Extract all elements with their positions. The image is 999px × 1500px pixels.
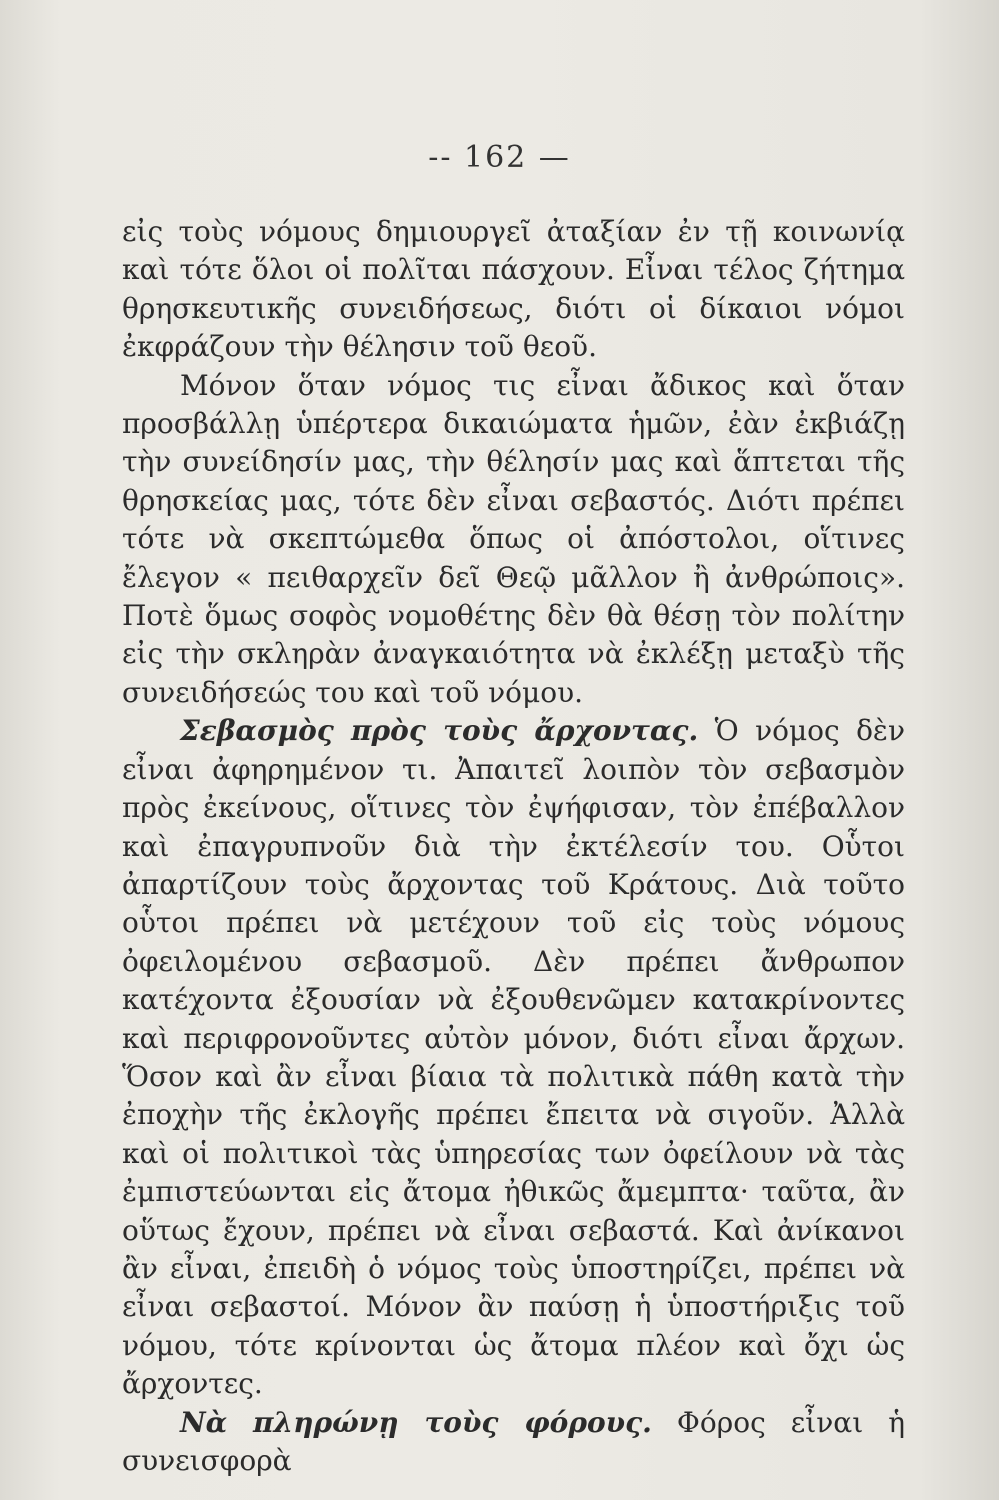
section-heading-respect-rulers: Σεβασμὸς πρὸς τοὺς ἄρχοντας. [180,714,699,748]
paragraph-3-text: Ὁ νόμος δὲν εἶναι ἀφηρημένον τι. Ἀπαιτεῖ λοιπὸν τὸν σεβασμὸν πρὸς ἐκείνους, οἵτινες τὸν ἐψήφισαν, τὸν ἐπέβαλλον καὶ ἐπαγρυπνοῦν διὰ τὴν ἐκτέλεσίν του. Οὗτοι ἀπαρτίζουν τοὺς ἄρχοντας τοῦ Κράτους. Διὰ τοῦτο οὗτοι πρέπει νὰ μετέχουν τοῦ εἰς τοὺς νόμους ὀφειλομένου σεβασμοῦ. Δὲν πρέπει ἄνθρωπον κατέχοντα ἐξουσίαν νὰ ἐξουθενῶμεν κατακρίνοντες καὶ περιφρονοῦντες αὐτὸν μόνον, διότι εἶναι ἄρχων. Ὅσον καὶ ἂν εἶναι βίαια τὰ πολιτικὰ πάθη κατὰ τὴν ἐποχὴν τῆς ἐκλογῆς πρέπει ἔπειτα νὰ σιγοῦν. Ἀλλὰ καὶ οἱ πολιτικοὶ τὰς ὑπηρεσίας των ὀφείλουν νὰ τὰς ἐμπιστεύωνται εἰς ἄτομα ἠθικῶς ἄμεμπτα· ταῦτα, ἂν οὕτως ἔχουν, πρέπει νὰ εἶναι σεβαστά. Καὶ ἀνίκανοι ἂν εἶναι, ἐπειδὴ ὁ νόμος τοὺς ὑποστηρίζει, πρέπει νὰ εἶναι σεβαστοί. Μόνον ἂν παύσῃ ἡ ὑποστήριξις τοῦ νόμου, τότε κρίνονται ὡς ἄτομα πλέον καὶ ὄχι ὡς ἄρχοντες. [122,714,905,1401]
paragraph-4 [122,1404,905,1481]
paragraph-2: Μόνον ὅταν νόμος τις εἶναι ἄδικος καὶ ὅταν προσβάλλῃ ὑπέρτερα δικαιώματα ἡμῶν, ἐὰν ἐκβιάζῃ τὴν συνείδησίν μας, τὴν θέλησίν μας καὶ ἅπτεται τῆς θρησκείας μας, τότε δὲν εἶναι σεβαστός. Διότι πρέπει τότε νὰ σκεπτώμεθα ὅπως οἱ ἀπόστολοι, οἵτινες ἔλεγον « πειθαρχεῖν δεῖ Θεῷ μᾶλλον ἢ ἀνθρώποις». Ποτὲ ὅμως σοφὸς νομοθέτης δὲν θὰ θέσῃ τὸν πολίτην εἰς τὴν σκληρὰν ἀναγκαιότητα νὰ ἐκλέξῃ μεταξὺ τῆς συνειδήσεώς του καὶ τοῦ νόμου. [122,368,905,709]
paragraph-1: εἰς τοὺς νόμους δημιουργεῖ ἀταξίαν ἐν τῇ κοινωνίᾳ καὶ τότε ὅλοι οἱ πολῖται πάσχουν. Εἶναι τέλος ζήτημα θρησκευτικῆς συνειδήσεως, διότι οἱ δίκαιοι νόμοι ἐκφράζουν τὴν θέλησιν τοῦ θεοῦ. [122,215,905,364]
body-text [122,213,905,1480]
section-heading-pay-taxes: Νὰ πληρώνῃ τοὺς φόρους. [180,1405,652,1439]
page-number: -- 162 — [428,140,571,175]
paragraph-3 [122,712,905,1403]
paragraph-4-text: Φόρος εἶναι ἡ συνεισφορὰ [122,1405,905,1477]
